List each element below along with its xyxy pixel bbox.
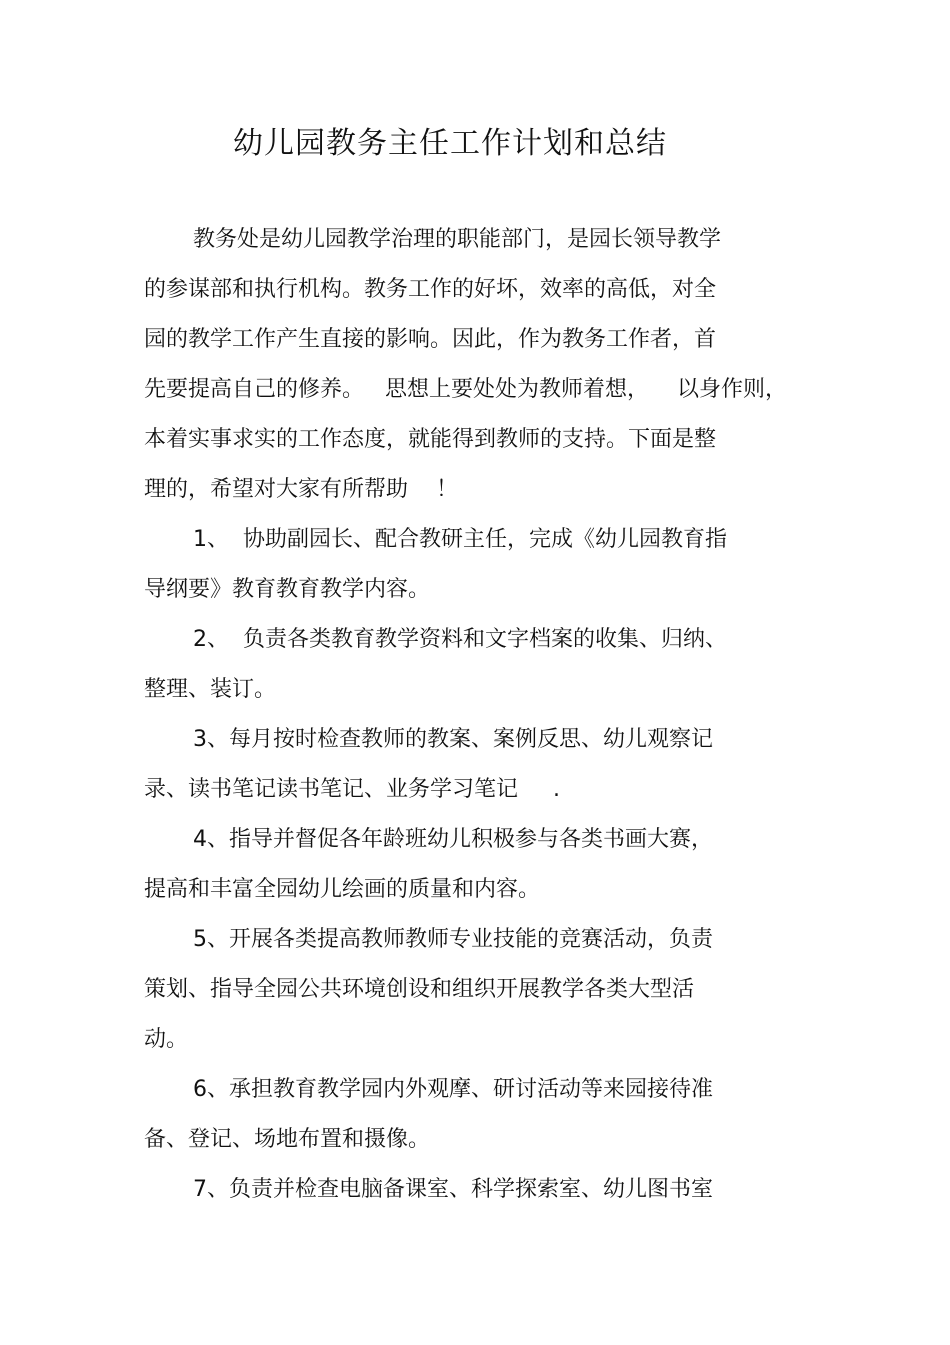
- list-item-2-line: 2、 负责各类教育教学资料和文字档案的收集、归纳、: [193, 627, 727, 652]
- list-item-3-line: 录、读书笔记读书笔记、业务学习笔记 .: [144, 777, 560, 802]
- list-item-6-line: 备、登记、场地布置和摄像。: [144, 1127, 431, 1152]
- paragraph-line: 先要提高自己的修养。 思想上要处处为教师着想， 以身作则，: [144, 377, 787, 402]
- list-item-4-line: 4、指导并督促各年龄班幼儿积极参与各类书画大赛，: [193, 827, 713, 852]
- list-item-5-line: 动。: [144, 1027, 189, 1052]
- paragraph-line: 园的教学工作产生直接的影响。因此，作为教务工作者，首: [144, 327, 717, 352]
- list-item-5-line: 策划、指导全园公共环境创设和组织开展教学各类大型活: [144, 977, 695, 1002]
- list-item-4-line: 提高和丰富全园幼儿绘画的质量和内容。: [144, 877, 541, 902]
- list-item-1-line: 导纲要》教育教育教学内容。: [144, 577, 431, 602]
- list-item-1-line: 1、 协助副园长、配合教研主任，完成《幼儿园教育指: [193, 527, 727, 552]
- list-item-3-line: 3、每月按时检查教师的教案、案例反思、幼儿观察记: [193, 727, 713, 752]
- list-item-2-line: 整理、装订。: [144, 677, 277, 702]
- paragraph-line: 本着实事求实的工作态度，就能得到教师的支持。下面是整: [144, 427, 717, 452]
- paragraph-line: 理的，希望对大家有所帮助 ！: [144, 477, 458, 502]
- paragraph-line: 的参谋部和执行机构。教务工作的好坏，效率的高低，对全: [144, 277, 717, 302]
- paragraph-line: 教务处是幼儿园教学治理的职能部门，是园长领导教学: [193, 227, 722, 252]
- list-item-6-line: 6、承担教育教学园内外观摩、研讨活动等来园接待准: [193, 1077, 713, 1102]
- list-item-7-line: 7、负责并检查电脑备课室、科学探索室、幼儿图书室: [193, 1177, 713, 1202]
- list-item-5-line: 5、开展各类提高教师教师专业技能的竞赛活动，负责: [193, 927, 713, 952]
- document-title: 幼儿园教务主任工作计划和总结: [233, 126, 667, 161]
